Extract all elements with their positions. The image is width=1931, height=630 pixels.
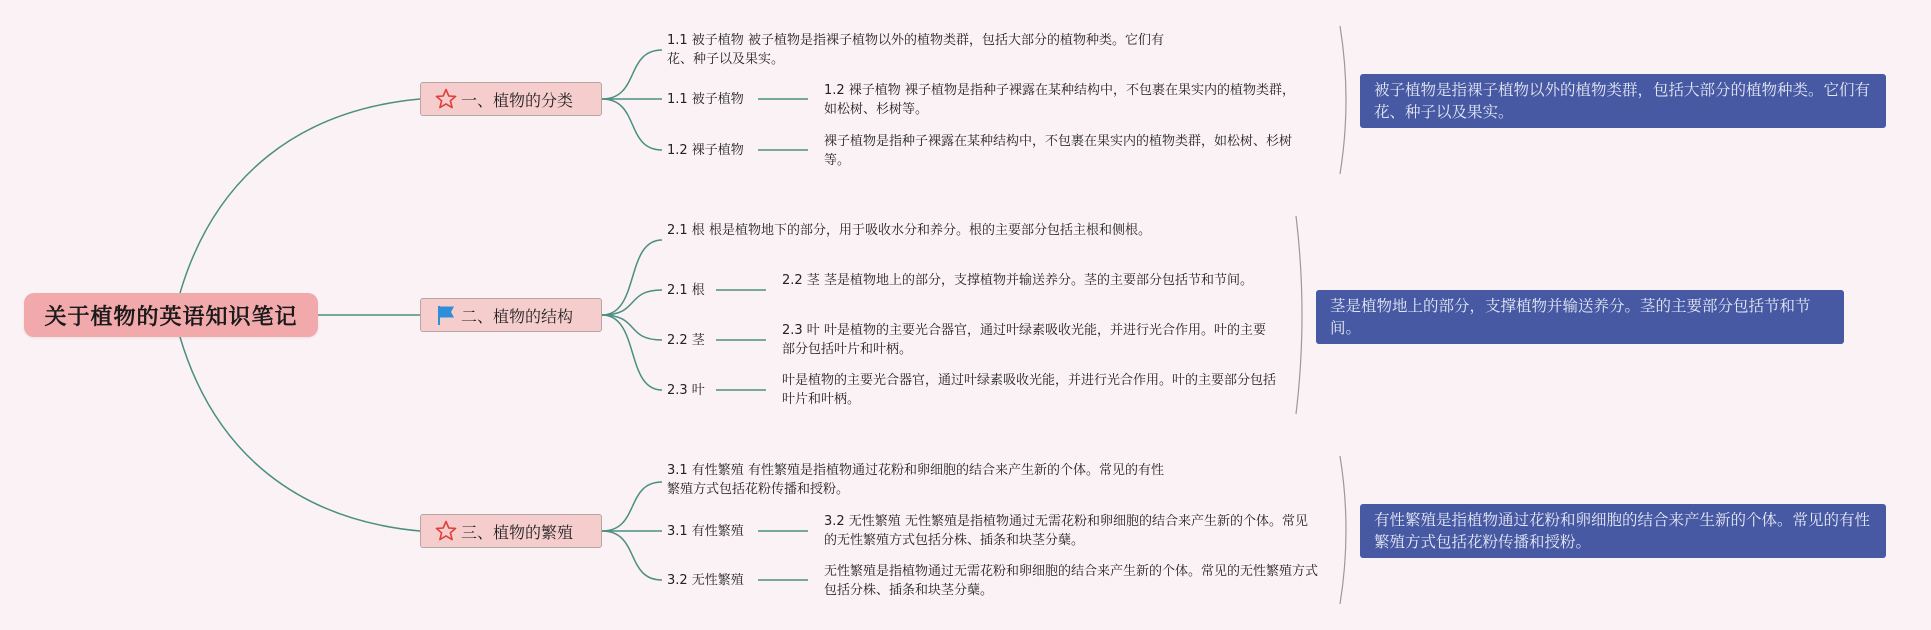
sub-item-label[interactable]: 2.3 叶: [667, 383, 705, 398]
root-topic[interactable]: [24, 293, 318, 337]
star-icon: [433, 518, 459, 544]
topic-text[interactable]: 3.1 有性繁殖 有性繁殖是指植物通过花粉和卵细胞的结合来产生新的个体。常见的有性繁殖方式包括花粉传播和授粉。: [667, 463, 1164, 497]
detail-text[interactable]: 叶是植物的主要光合器官，通过叶绿素吸收光能，并进行光合作用。叶的主要部分包括叶片和叶柄。: [782, 373, 1277, 407]
branch-classification[interactable]: [420, 82, 602, 116]
topic-text[interactable]: 2.1 根 根是植物地下的部分，用于吸收水分和养分。根的主要部分包括主根和侧根。: [667, 223, 1151, 238]
summary-box[interactable]: [1360, 504, 1886, 558]
sub-item-label[interactable]: 3.1 有性繁殖: [667, 524, 744, 539]
summary-bracket-1: [1340, 26, 1346, 174]
summary-text: 茎是植物地上的部分，支撑植物并输送养分。茎的主要部分包括节和节间。: [1330, 297, 1811, 337]
branch-label: 三、植物的繁殖: [461, 522, 574, 542]
detail-text[interactable]: 3.2 无性繁殖 无性繁殖是指植物通过无需花粉和卵细胞的结合来产生新的个体。常见的无性繁殖方式包括分株、插条和块茎分蘖。: [824, 514, 1308, 548]
sub-item-label[interactable]: 2.2 茎: [667, 333, 705, 348]
summary-text: 有性繁殖是指植物通过花粉和卵细胞的结合来产生新的个体。常见的有性繁殖方式包括花粉传播和授粉。: [1374, 511, 1871, 551]
summary-text: 被子植物是指裸子植物以外的植物类群，包括大部分的植物种类。它们有花、种子以及果实。: [1374, 81, 1871, 121]
root-to-branch-1: [180, 99, 420, 293]
flag-icon: [433, 302, 459, 328]
sub-item-label[interactable]: 2.1 根: [667, 283, 705, 298]
summary-bracket-2: [1296, 216, 1302, 414]
branch-structure[interactable]: [420, 298, 602, 332]
star-icon: [433, 86, 459, 112]
sub-item-label[interactable]: 1.2 裸子植物: [667, 143, 744, 158]
root-to-branch-3: [180, 337, 420, 531]
summary-box[interactable]: [1360, 74, 1886, 128]
summary-bracket-3: [1340, 456, 1346, 604]
detail-text[interactable]: 2.2 茎 茎是植物地上的部分，支撑植物并输送养分。茎的主要部分包括节和节间。: [782, 273, 1253, 288]
summary-box[interactable]: [1316, 290, 1844, 344]
root-title: 关于植物的英语知识笔记: [44, 304, 298, 330]
detail-text[interactable]: 2.3 叶 叶是植物的主要光合器官，通过叶绿素吸收光能，并进行光合作用。叶的主要部分包括叶片和叶柄。: [782, 323, 1266, 357]
branch-label: 二、植物的结构: [461, 306, 574, 326]
branch-label: 一、植物的分类: [461, 90, 574, 110]
detail-text[interactable]: 1.2 裸子植物 裸子植物是指种子裸露在某种结构中，不包裹在果实内的植物类群，如松树、杉树等。: [824, 83, 1295, 117]
detail-text[interactable]: 无性繁殖是指植物通过无需花粉和卵细胞的结合来产生新的个体。常见的无性繁殖方式包括分株、插条和块茎分蘖。: [824, 564, 1319, 598]
branch-reproduction[interactable]: [420, 514, 602, 548]
sub-item-label[interactable]: 1.1 被子植物: [667, 92, 744, 107]
detail-text[interactable]: 裸子植物是指种子裸露在某种结构中，不包裹在果实内的植物类群，如松树、杉树等。: [824, 134, 1293, 168]
sub-item-label[interactable]: 3.2 无性繁殖: [667, 573, 744, 588]
topic-text[interactable]: 1.1 被子植物 被子植物是指裸子植物以外的植物类群，包括大部分的植物种类。它们有花、种子以及果实。: [667, 33, 1164, 67]
